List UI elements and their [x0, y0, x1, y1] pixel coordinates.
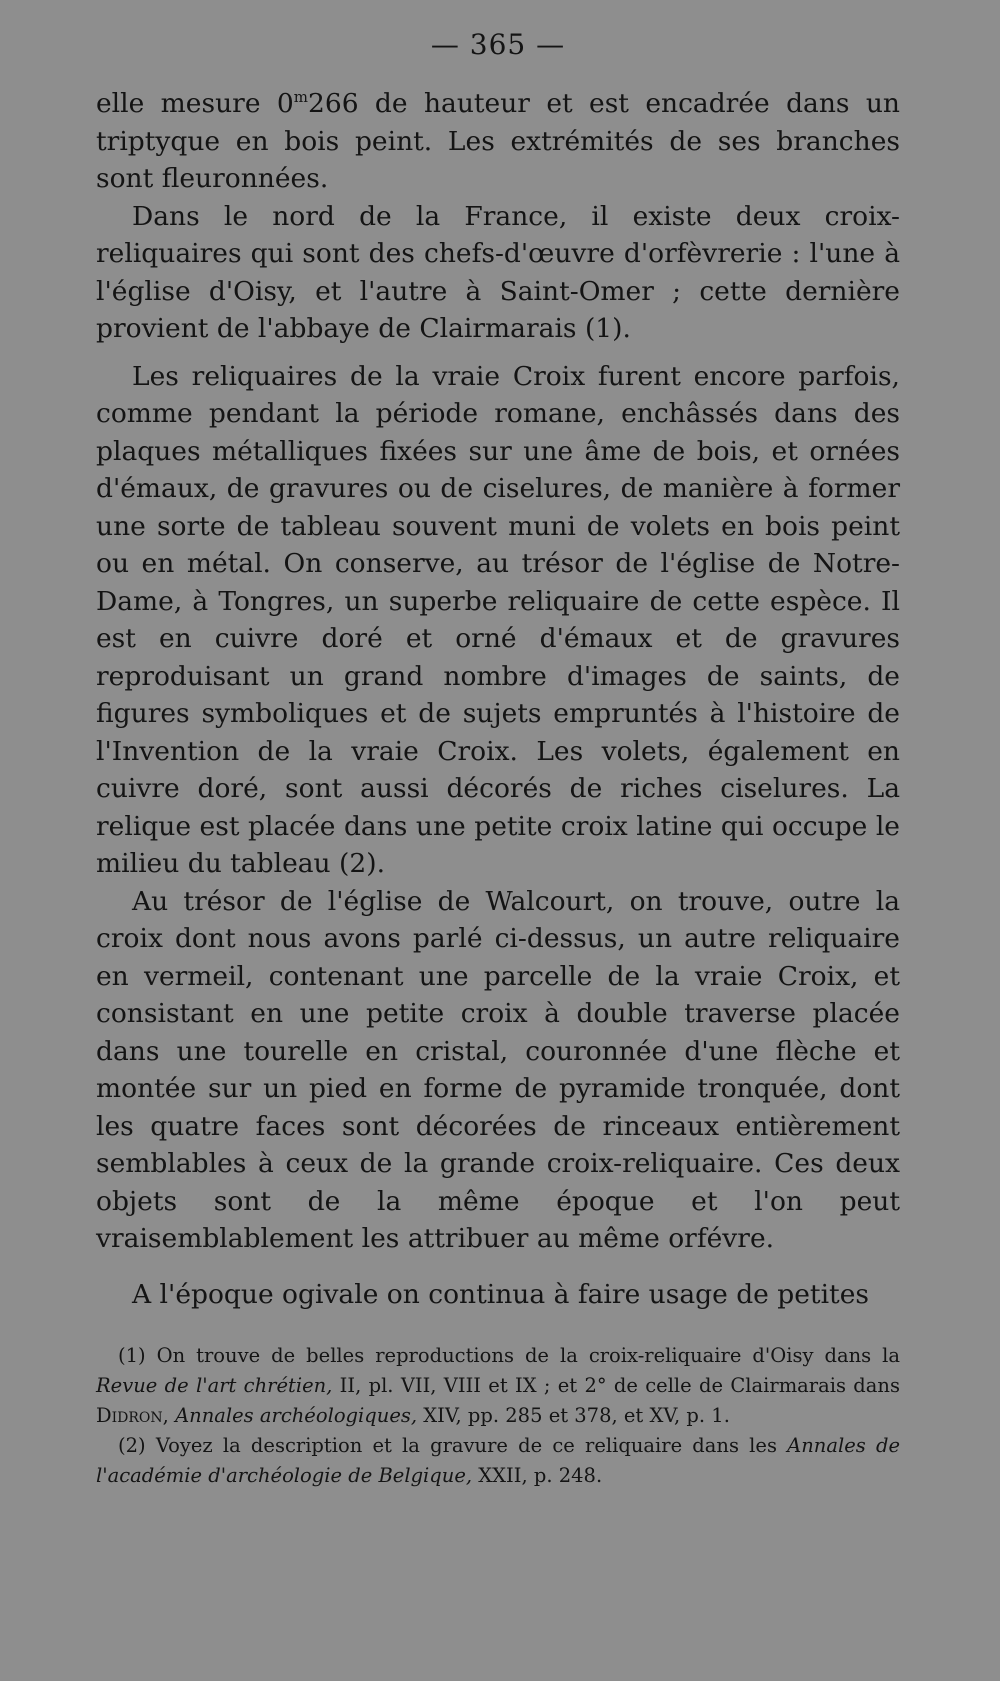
- footnote-2-text-a: (2) Voyez la description et la gravure de ce reliquaire dans les: [118, 1434, 788, 1457]
- footnote-1-text-g: XIV, pp. 285 et 378, et XV, p. 1.: [417, 1404, 730, 1427]
- footnote-1: [96, 1341, 900, 1431]
- paragraph-4: Au trésor de l'église de Walcourt, on trouve, outre la croix dont nous avons parlé ci-dessus, un autre reliquaire en vermeil, contenant une parcelle de la vraie Croix, et consistant en une petite croix à double traverse placée dans une tourelle en cristal, couronnée d'une flèche et montée sur un pied en forme de pyramide tronquée, dont les quatre faces sont décorées de rinceaux entièrement semblables à ceux de la grande croix-reliquaire. Ces deux objets sont de la même époque et l'on peut vraisemblablement les attribuer au même orfévre.: [96, 885, 900, 1254]
- paragraph-2: Dans le nord de la France, il existe deux croix-reliquaires qui sont des chefs-d'œuvre d'orfèvrerie : l'une à l'église d'Oisy, et l'autre à Saint-Omer ; cette dernière provient de l'abbaye de Clairmarais (1).: [96, 200, 900, 344]
- footnote-2-title-annales: Annales de l'académie d'archéologie de Belgique,: [96, 1434, 900, 1487]
- footnote-1-text-a: (1) On trouve de belles reproductions de la croix-reliquaire d'Oisy dans la: [118, 1344, 900, 1367]
- paragraph-1: [96, 85, 900, 198]
- paragraph-3: Les reliquaires de la vraie Croix furent encore parfois, comme pendant la période romane, enchâssés dans des plaques métalliques fixées sur une âme de bois, et ornées d'émaux, de gravures ou de ciselures, de manière à former une sorte de tableau souvent muni de volets en bois peint ou en métal. On conserve, au trésor de l'église de Notre-Dame, à Tongres, un superbe reliquaire de cette espèce. Il est en cuivre doré et orné d'émaux et de gravures reproduisant un grand nombre d'images de saints, de figures symboliques et de sujets empruntés à l'histoire de l'Invention de la vraie Croix. Les volets, également en cuivre doré, sont aussi décorés de riches ciselures. La relique est placée dans une petite croix latine qui occupe le milieu du tableau (2).: [96, 360, 900, 879]
- footnote-2: [96, 1431, 900, 1491]
- paragraph-5: A l'époque ogivale on continua à faire usage de petites: [132, 1278, 869, 1310]
- p1-text-end: 266 de hauteur et est encadrée dans un triptyque en bois peint. Les extrémités de ses branches sont fleuronnées.: [96, 88, 901, 194]
- footnotes: [96, 1341, 900, 1491]
- body-text: [96, 85, 900, 1313]
- footnote-1-title-annales: Annales archéologiques,: [175, 1404, 418, 1427]
- p1-text-start: elle mesure 0: [96, 88, 294, 119]
- footnote-1-author: Didron,: [96, 1404, 169, 1427]
- page-number: — 365 —: [430, 28, 566, 61]
- footnote-1-text-c: II, pl. VII, VIII et IX ; et 2° de celle de Clairmarais dans: [332, 1374, 900, 1397]
- p1-superscript: m: [293, 88, 308, 107]
- footnote-2-text-c: XXII, p. 248.: [472, 1464, 603, 1487]
- footnote-1-title-revue: Revue de l'art chrétien,: [96, 1374, 333, 1397]
